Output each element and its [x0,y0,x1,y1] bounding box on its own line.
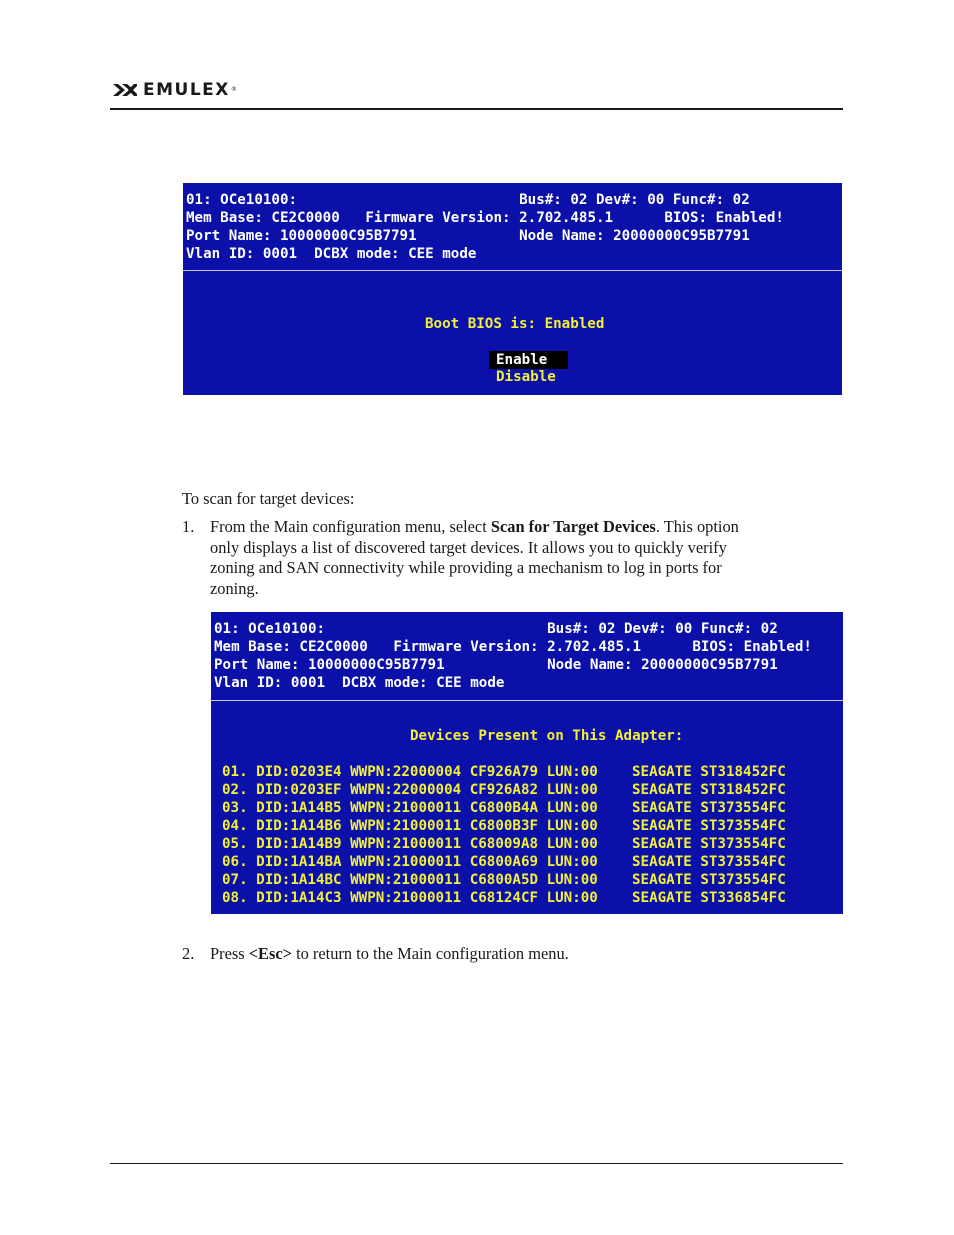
device-row: 01. DID:0203E4 WWPN:22000004 CF926A79 LUN:00 SEAGATE ST318452FC [222,764,786,780]
device-row: 05. DID:1A14B9 WWPN:21000011 C68009A8 LUN:00 SEAGATE ST373554FC [222,836,786,852]
step-1-line: From the Main configuration menu, select Scan for Target Devices. This option [210,517,739,536]
bios-screen-devices [211,612,843,914]
footer-rule [110,1163,843,1164]
devices-title: Devices Present on This Adapter: [410,728,684,744]
step-1-line: zoning. [210,578,259,598]
adapter-header-line: 01: OCe10100: Bus#: 02 Dev#: 00 Func#: 02 [214,621,778,637]
bios-screen-boot-bios [183,183,842,395]
emulex-logo [112,80,237,100]
device-row: 08. DID:1A14C3 WWPN:21000011 C68124CF LUN:00 SEAGATE ST336854FC [222,890,786,906]
adapter-header-line: Mem Base: CE2C0000 Firmware Version: 2.702.485.1 BIOS: Enabled! [214,639,812,655]
step-1-line: only displays a list of discovered target devices. It allows you to quickly verify [210,537,727,557]
esc-key-label: <Esc> [248,944,292,963]
logo-trademark: ® [230,86,237,93]
step-1-text [210,517,830,599]
adapter-header-line: Mem Base: CE2C0000 Firmware Version: 2.702.485.1 BIOS: Enabled! [186,210,784,226]
step-number: 2. [182,944,195,963]
device-row: 04. DID:1A14B6 WWPN:21000011 C6800B3F LUN:00 SEAGATE ST373554FC [222,818,786,834]
header-separator [211,700,843,701]
option-disable[interactable]: Disable [496,369,556,385]
device-row: 02. DID:0203EF WWPN:22000004 CF926A82 LUN:00 SEAGATE ST318452FC [222,782,786,798]
adapter-header-line: Vlan ID: 0001 DCBX mode: CEE mode [214,675,505,691]
adapter-header-line: Port Name: 10000000C95B7791 Node Name: 20000000C95B7791 [186,228,750,244]
header-rule [110,108,843,110]
step-number: 1. [182,517,195,536]
device-row: 03. DID:1A14B5 WWPN:21000011 C6800B4A LUN:00 SEAGATE ST373554FC [222,800,786,816]
boot-bios-status: Boot BIOS is: Enabled [425,316,605,332]
adapter-header-line: Port Name: 10000000C95B7791 Node Name: 20000000C95B7791 [214,657,778,673]
scan-for-target-devices-label: Scan for Target Devices [490,517,656,536]
device-row: 06. DID:1A14BA WWPN:21000011 C6800A69 LUN:00 SEAGATE ST373554FC [222,854,786,870]
step-1-line: zoning and SAN connectivity while providing a mechanism to log in ports for [210,558,722,577]
adapter-header-line: Vlan ID: 0001 DCBX mode: CEE mode [186,246,477,262]
step-2-text: Press <Esc> to return to the Main configuration menu. [210,944,569,963]
adapter-header-line: 01: OCe10100: Bus#: 02 Dev#: 00 Func#: 02 [186,192,750,208]
intro-text: To scan for target devices: [182,489,355,508]
header-separator [183,270,842,271]
logo-wordmark: EMULEX [143,80,230,100]
option-enable-selected[interactable]: Enable [489,351,568,369]
device-row: 07. DID:1A14BC WWPN:21000011 C6800A5D LUN:00 SEAGATE ST373554FC [222,872,786,888]
emulex-logo-mark-icon [112,83,138,97]
